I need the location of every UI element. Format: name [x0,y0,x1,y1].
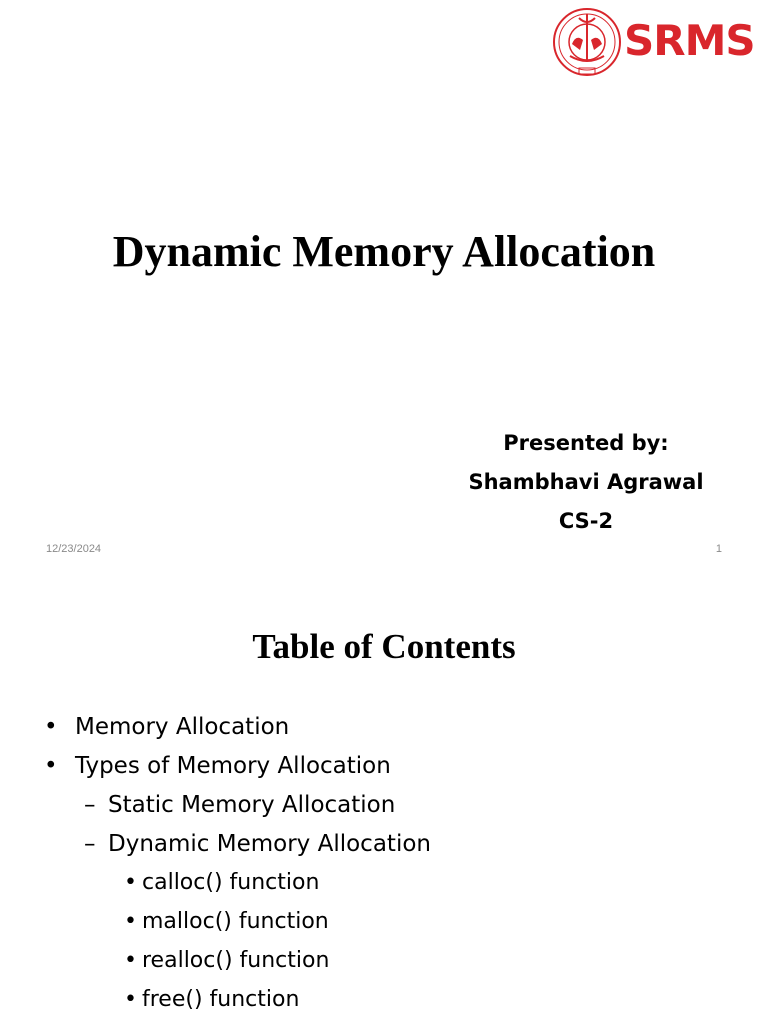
toc-subitem [84,790,395,820]
toc-subsubitem [124,907,329,937]
bullet-icon: • [124,870,137,895]
toc-subsubitem [124,946,329,976]
toc-item [44,751,391,781]
toc-item-label: Static Memory Allocation [108,792,396,818]
srms-logo [552,6,762,78]
presenter-class: CS-2 [558,509,614,533]
dash-icon: – [84,792,96,818]
toc-item [44,712,289,742]
toc-item-label: malloc() function [142,909,329,934]
logo-wordmark: SRMS [624,16,755,65]
toc-item-label: Types of Memory Allocation [75,753,391,779]
presenter-heading: Presented by: [503,431,669,455]
bullet-icon: • [44,714,58,740]
footer-date: 12/23/2024 [46,543,102,555]
presenter-name: Shambhavi Agrawal [468,470,704,494]
toc-subsubitem [124,868,319,898]
srms-emblem-icon [552,6,622,78]
dash-icon: – [84,831,96,857]
toc-subsubitem [124,985,299,1015]
toc-item-label: calloc() function [142,870,320,895]
toc-item-label: free() function [142,987,300,1012]
slide-number: 1 [715,543,722,555]
contents-slide [0,576,768,1024]
toc-item-label: Memory Allocation [75,714,290,740]
toc-title: Table of Contents [252,627,516,666]
bullet-icon: • [124,987,137,1012]
bullet-icon: • [124,948,137,973]
toc-item-label: realloc() function [142,948,330,973]
bullet-icon: • [44,753,58,779]
bullet-icon: • [124,909,137,934]
presenter-block [440,424,732,541]
toc-item-label: Dynamic Memory Allocation [108,831,431,857]
slide-title: Dynamic Memory Allocation [112,227,656,276]
toc-subitem [84,829,431,859]
